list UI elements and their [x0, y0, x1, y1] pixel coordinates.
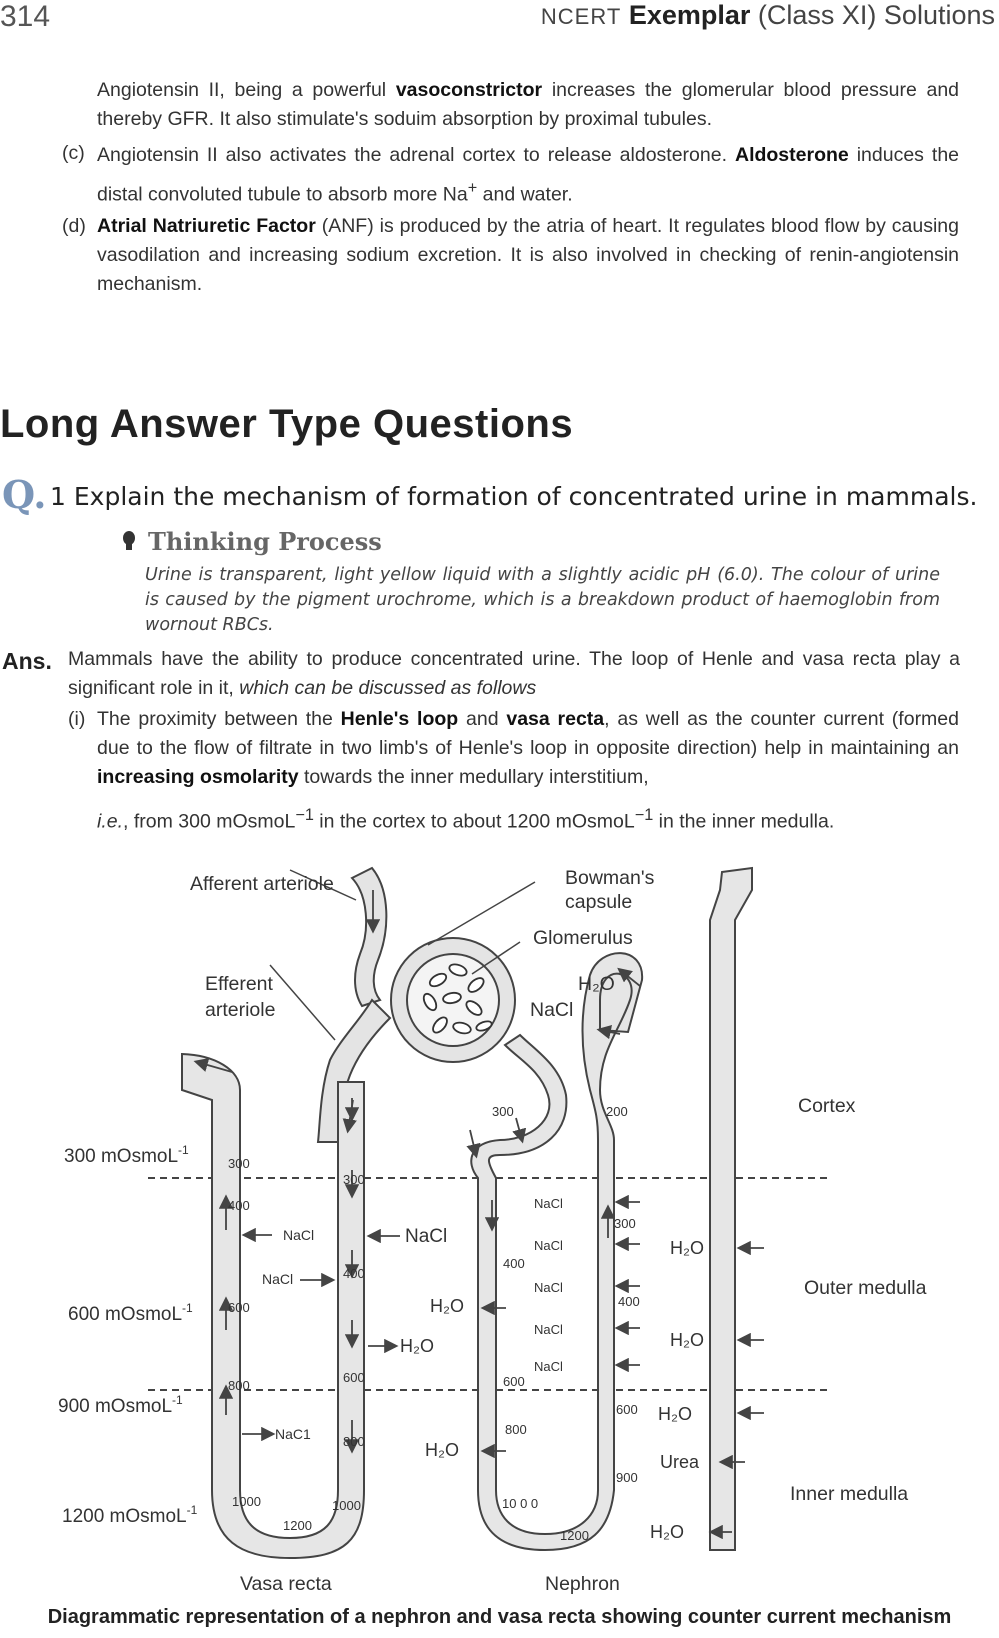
vr-300-left: 300: [228, 1156, 250, 1171]
para-c: [97, 139, 959, 212]
book-title-prefix: NCERT: [540, 4, 622, 29]
para-c-text: Angiotensin II also activates the adrenal cortex to release aldosterone.: [97, 144, 735, 166]
point-i: [97, 705, 959, 792]
cd-urea: Urea: [660, 1452, 700, 1472]
nep-300-asc: 300: [614, 1216, 636, 1231]
book-title: [541, 0, 995, 31]
point-i-ie: i.e.: [97, 810, 124, 833]
label-h2o-top: H₂O: [578, 973, 615, 995]
label-nephron: Nephron: [545, 1573, 620, 1595]
point-i-text: The proximity between the: [97, 708, 341, 730]
para-d-bold: Atrial Natriuretic Factor: [97, 215, 316, 237]
label-bowman-1: Bowman's: [565, 867, 655, 889]
thinking-process-text: Urine is transparent, light yellow liquid with a slightly acidic pH (6.0). The colour of urine is caused by the pigment urochrome, which is a breakdown product of haemoglobin from wornout RBCs.: [145, 565, 940, 635]
nep-nacl-1: NaCl: [534, 1196, 563, 1211]
vr-600-left: 600: [228, 1300, 250, 1315]
book-title-bold: Exemplar: [628, 0, 751, 30]
vr-h2o-in: H₂O: [430, 1296, 464, 1316]
label-vasa-recta: Vasa recta: [240, 1573, 332, 1595]
section-title: Long Answer Type Questions: [0, 402, 574, 446]
para-d: [97, 212, 959, 299]
nep-200: 200: [606, 1104, 628, 1119]
vr-nacl-lower: NaC1: [275, 1426, 311, 1442]
nep-900: 900: [616, 1470, 638, 1485]
vr-800-right: 800: [343, 1434, 365, 1449]
vr-800-left: 800: [228, 1378, 250, 1393]
question-text: 1 Explain the mechanism of formation of concentrated urine in mammals.: [50, 482, 978, 511]
vr-400-left: 400: [228, 1198, 250, 1213]
label-outer-medulla: Outer medulla: [804, 1277, 927, 1299]
nep-h2o-lower: H₂O: [425, 1440, 459, 1460]
vr-nacl-right: NaCl: [405, 1226, 448, 1247]
nephron-tubule: [471, 868, 752, 1550]
label-efferent-2: arteriole: [205, 999, 276, 1021]
point-i-text-3: , as well as the counter current (formed due to the flow of filtrate in two limb's of Henle's loop in opposite direction) help in maintaining an: [97, 708, 959, 759]
osmo-900: 900 mOsmoL$^{-1}$: [58, 1393, 183, 1417]
question-mark: Q.: [2, 472, 47, 517]
answer-intro-text: Mammals have the ability to produce concentrated urine. The loop of Henle and vasa recta play a significant role in it,: [68, 648, 960, 699]
answer-intro-italic: which can be discussed as follows: [239, 677, 537, 699]
nep-400-desc: 400: [503, 1256, 525, 1271]
point-i-bold-2: vasa recta: [506, 708, 605, 730]
book-title-rest: (Class XI) Solutions: [757, 0, 995, 30]
vr-600-right: 600: [343, 1370, 365, 1385]
nep-300-top: 300: [492, 1104, 514, 1119]
label-nacl-top: NaCl: [530, 999, 574, 1021]
nep-600-desc: 600: [503, 1374, 525, 1389]
label-inner-medulla: Inner medulla: [790, 1483, 909, 1505]
nep-400-asc: 400: [618, 1294, 640, 1309]
nephron-diagram: [0, 850, 999, 1605]
label-bowman-2: capsule: [565, 891, 633, 913]
nep-1200: 1200: [560, 1528, 589, 1543]
figure-caption: Diagrammatic representation of a nephron and vasa recta showing counter current mechanism: [47, 1606, 952, 1628]
osmo-300: 300 mOsmoL$^{-1}$: [64, 1143, 189, 1167]
point-i-text-5: , from 300 mOsmoL: [123, 810, 296, 833]
nep-1000: 10 0 0: [502, 1496, 539, 1511]
para-d-text: (ANF) is produced by the atria of heart. It regulates blood flow by causing vasodilation and increasing sodium excretion. It is also involved in checking of renin-angiotensin mechanism.: [97, 215, 959, 295]
point-i-sup-1: −1: [295, 806, 314, 824]
point-i-text-6: in the cortex to about 1200 mOsmoL: [313, 810, 635, 833]
point-i-sup-2: −1: [634, 806, 654, 824]
cd-h2o-1: H₂O: [670, 1238, 704, 1258]
thinking-process-title: Thinking Process: [148, 527, 382, 556]
para-c-text-3: and water.: [477, 183, 573, 206]
label-glomerulus: Glomerulus: [533, 927, 633, 949]
vr-nacl-in: NaCl: [283, 1227, 315, 1243]
para-d-label: (d): [62, 215, 86, 237]
label-afferent-arteriole: Afferent arteriole: [190, 873, 334, 895]
para-c-sup: +: [467, 179, 478, 197]
nep-nacl-4: NaCl: [534, 1322, 563, 1337]
para-b-bold: vasoconstrictor: [395, 79, 543, 101]
point-i-text-2: and: [458, 708, 507, 730]
cd-h2o-2: H₂O: [670, 1330, 704, 1350]
para-b: [97, 76, 959, 134]
bulb-icon: [122, 531, 136, 559]
para-c-label: (c): [62, 142, 85, 164]
nep-nacl-2: NaCl: [534, 1238, 563, 1253]
point-i-label: (i): [68, 708, 86, 730]
vr-nacl-out: NaCl: [262, 1271, 294, 1287]
vr-1000-left: 1000: [232, 1494, 261, 1509]
nep-800: 800: [505, 1422, 527, 1437]
cd-h2o-4: H₂O: [650, 1522, 684, 1542]
nephron-values: [492, 1104, 640, 1543]
page-number: 314: [0, 0, 51, 33]
para-b-text: Angiotensin II, being a powerful: [97, 79, 396, 101]
para-c-text-2: induces the distal convoluted tubule to absorb more Na: [97, 144, 960, 206]
point-i-cont: [97, 801, 959, 837]
vr-1200: 1200: [283, 1518, 312, 1533]
label-cortex: Cortex: [798, 1095, 856, 1117]
answer-label: Ans.: [2, 648, 52, 674]
para-b-text-2: increases the glomerular blood pressure and thereby GFR. It also stimulate's soduim absorption by proximal tubules.: [97, 79, 960, 130]
cd-h2o-3: H₂O: [658, 1404, 692, 1424]
para-c-bold: Aldosterone: [734, 144, 849, 166]
answer-intro: [68, 645, 960, 703]
nep-nacl-5: NaCl: [534, 1359, 563, 1374]
vr-1000-right: 1000: [332, 1498, 361, 1513]
point-i-bold-1: Henle's loop: [340, 708, 459, 730]
vr-400-right: 400: [343, 1266, 365, 1281]
nep-600-asc: 600: [616, 1402, 638, 1417]
point-i-text-7: in the inner medulla.: [653, 810, 835, 833]
label-efferent-1: Efferent: [205, 973, 273, 995]
vr-300-right: 300: [343, 1172, 365, 1187]
point-i-text-4: towards the inner medullary interstitium,: [298, 766, 649, 788]
osmo-600: 600 mOsmoL$^{-1}$: [68, 1301, 193, 1325]
osmo-1200: 1200 mOsmoL$^{-1}$: [62, 1503, 198, 1527]
vr-h2o-out: H₂O: [400, 1336, 434, 1356]
nep-nacl-3: NaCl: [534, 1280, 563, 1295]
point-i-bold-3: increasing osmolarity: [97, 766, 299, 788]
